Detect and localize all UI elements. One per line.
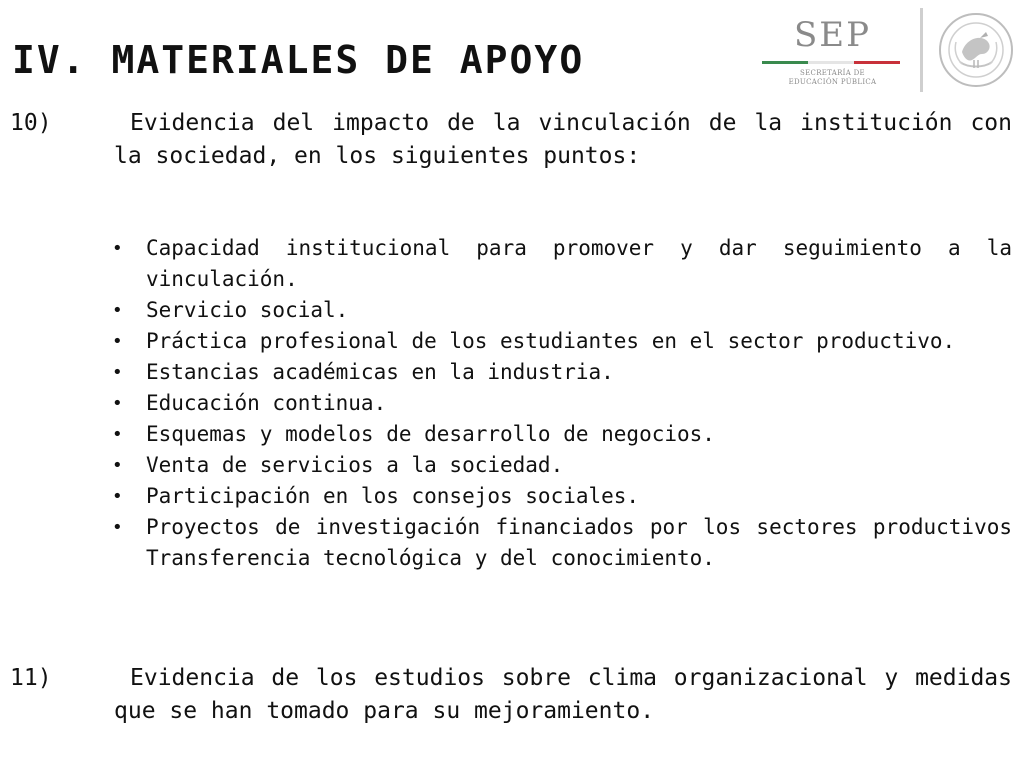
sep-logo-line1: SECRETARÍA DE	[800, 69, 865, 77]
bullet-icon: •	[112, 455, 123, 476]
item-number: 10)	[10, 110, 52, 136]
bullet-text: Práctica profesional de los estudiantes en el sector productivo.	[146, 329, 956, 353]
flag-stripe-green	[762, 61, 808, 64]
bullet-text: Participación en los consejos sociales.	[146, 484, 640, 508]
bullet-icon: •	[112, 424, 123, 445]
bullet-item	[112, 326, 1012, 357]
bullet-item	[112, 450, 1012, 481]
bullet-icon: •	[112, 238, 123, 259]
bullet-icon: •	[112, 331, 123, 352]
bullet-icon: •	[112, 362, 123, 383]
bullet-text: Estancias académicas en la industria.	[146, 360, 614, 384]
numbered-item-11	[10, 662, 1012, 728]
sep-logo-line2: EDUCACIÓN PÚBLICA	[788, 78, 877, 86]
flag-stripe-red	[854, 61, 900, 64]
bullet-icon: •	[112, 393, 123, 414]
item-number: 11)	[10, 665, 52, 691]
bullet-text: Capacidad institucional para promover y dar seguimiento a la vinculación.	[146, 236, 1012, 291]
bullet-text: Servicio social.	[146, 298, 349, 322]
item-text: Evidencia de los estudios sobre clima organizacional y medidas que se han tomado para su mejoramiento.	[114, 665, 1012, 724]
bullet-text: Esquemas y modelos de desarrollo de negocios.	[146, 422, 715, 446]
bullet-item	[112, 233, 1012, 295]
numbered-item-10	[10, 107, 1012, 173]
sep-logo	[760, 12, 905, 94]
bullet-text: Educación continua.	[146, 391, 387, 415]
item-text: Evidencia del impacto de la vinculación de la institución con la sociedad, en los siguientes puntos:	[114, 110, 1012, 169]
bullet-icon: •	[112, 486, 123, 507]
bullet-item	[112, 512, 1012, 574]
bullet-item	[112, 481, 1012, 512]
logo-divider	[920, 8, 923, 92]
bullet-text: Venta de servicios a la sociedad.	[146, 453, 564, 477]
bullet-item	[112, 419, 1012, 450]
bullet-item	[112, 295, 1012, 326]
bullet-icon: •	[112, 300, 123, 321]
bullet-icon: •	[112, 517, 123, 538]
flag-stripe-white	[808, 61, 854, 64]
mexican-coat-of-arms-icon	[938, 12, 1014, 88]
slide-title: IV. MATERIALES DE APOYO	[12, 38, 585, 82]
bullet-list	[112, 233, 1012, 574]
bullet-item	[112, 357, 1012, 388]
header-logos	[760, 8, 1018, 96]
bullet-item	[112, 388, 1012, 419]
sep-logo-wordmark: SEP	[794, 15, 871, 55]
bullet-text: Proyectos de investigación financiados por los sectores productivos Transferencia tecnológica y del conocimiento.	[146, 515, 1012, 570]
